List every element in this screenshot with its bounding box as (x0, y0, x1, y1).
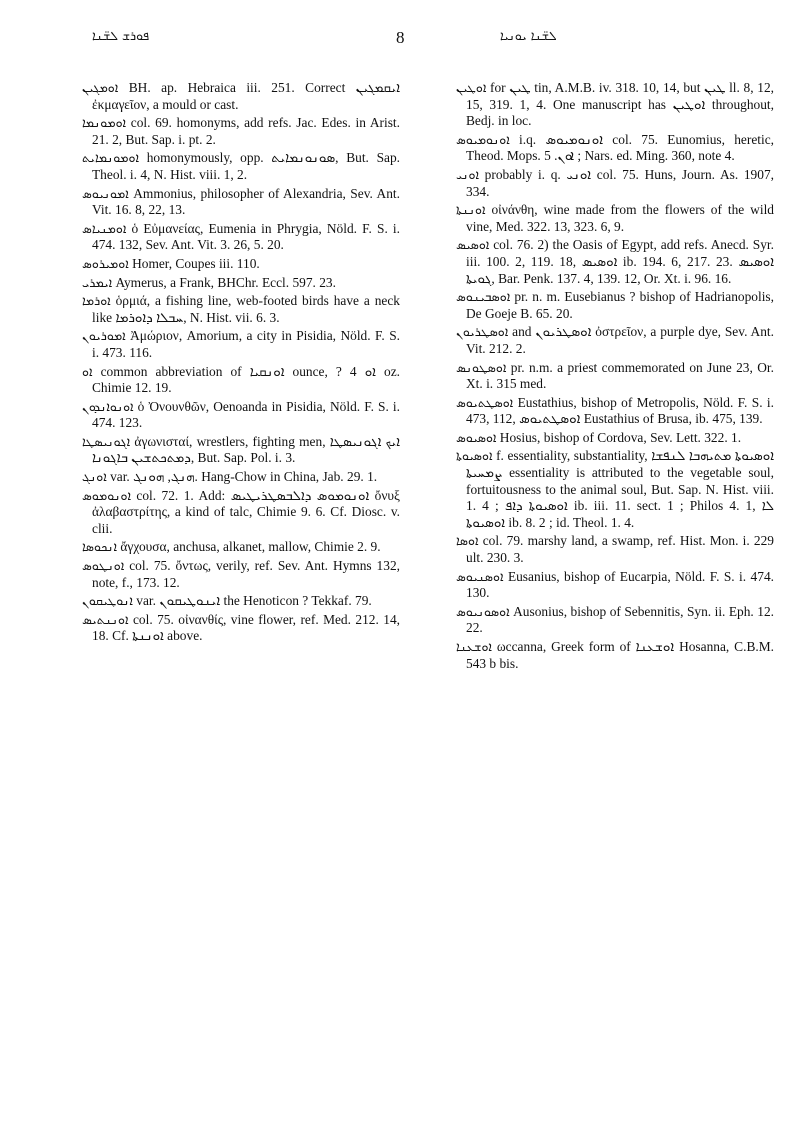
dictionary-entry (82, 80, 400, 113)
entry-definition: col. 75. οἰνανθίς, vine flower, ref. Med. 212. 14, 18. Cf. ܐܘܢܢܬܐ above. (92, 611, 400, 644)
dictionary-entry (82, 328, 400, 361)
dictionary-entry (456, 80, 774, 130)
entry-definition: ἀγωνισταί, wrestlers, fighting men, ܐܝܟ ܐܓܘܢܝܣܛܐ ܕܡܬܟܬܫܝܢ ܒܐܓܘܢܐ, But. Sap. Pol. i. 3. (92, 433, 400, 466)
entry-headword: ܐܘܣܝܘܣ (456, 429, 497, 445)
entry-definition: and ܐܘܣܛܪܝܘܢ ὀστρεῖον, a purple dye, Sev. Ant. Vit. 212. 2. (466, 324, 774, 356)
dictionary-entry (456, 167, 774, 200)
entry-headword: ܐܘܡܢܝܐܣ (82, 220, 127, 236)
right-column (456, 80, 774, 674)
page-number: 8 (396, 28, 405, 47)
dictionary-entry (82, 399, 400, 432)
dictionary-entry (456, 237, 774, 287)
entry-headword: ܐܘܣܘܢܝܘܣ (456, 603, 510, 619)
entry-definition: BH. ap. Hebraica iii. 251. Correct ܐܝܩܡܓܝܢ ἐκμαγεῖον, a mould or cast. (92, 80, 400, 112)
dictionary-entry (82, 115, 400, 148)
entry-definition: probably i. q. ܐܘܢܝ col. 75. Huns, Journ. As. 1907, 334. (466, 166, 774, 199)
entry-headword: ܐܘܡܘܢܡܐܝܬ (82, 150, 140, 166)
dictionary-entry (82, 469, 400, 486)
entry-headword: ܐܢܟܘܣܐ (82, 539, 118, 555)
entry-definition: pr. n. m. Eusebianus ? bishop of Hadrianopolis, De Goeje B. 65. 20. (466, 289, 774, 321)
running-title-right: ܠܫ̈ܢܐ ܝܘܢܝܐ (500, 28, 557, 43)
entry-definition: var. ܐܝܢܘܛܝܩܘܢ the Henoticon ? Tekkaf. 79. (136, 593, 372, 609)
entry-definition: Ausonius, bishop of Sebennitis, Syn. ii. Eph. 12. 22. (466, 603, 774, 636)
dictionary-entry (456, 360, 774, 393)
dictionary-entry (456, 395, 774, 428)
entry-definition: for ܛܝܢ tin, A.M.B. iv. 318. 10, 14, but ܛܝܢ ll. 8, 12, 15, 319. 1, 4. One manuscript has ܐܘܛܝܢ throughout, Bedj. in loc. (466, 80, 774, 129)
entry-headword: ܐܘܢܛܘܣ (82, 558, 125, 574)
entry-definition: ἄγχουσα, anchusa, alkanet, mallow, Chimie 2. 9. (120, 539, 381, 555)
entry-definition: col. 69. homonyms, add refs. Jac. Edes. in Arist. 21. 2, But. Sap. i. pt. 2. (92, 115, 400, 147)
dictionary-entry (82, 150, 400, 183)
entry-definition: col. 76. 2) the Oasis of Egypt, add refs. Anecd. Syr. iii. 100. 2, 119. 18, ܐܘܣܝܣ ib. 194. 6, 217. 23. ܐܘܣܝܣ ܓܘܝܬܐ, Bar. Penk. 137. 4, 139. 12, Or. Xt. i. 96. 16. (466, 237, 774, 286)
entry-definition: ὁρμιά, a fishing line, web-footed birds have a neck like ܚܒܠܐ ܕܐܘܪܡܐ, N. Hist. vii. 6. 3. (92, 293, 400, 325)
entry-definition: i.q. ܐܘܢܘܡܝܘܣ col. 75. Eunomius, heretic, Theod. Mops. ܐܘܢ. 5 ; Nars. ed. Ming. 360, note 4. (466, 131, 774, 164)
entry-headword: ܐܘܪܡܐ (82, 293, 111, 309)
entry-headword: ܐܘܢܘܡܝܘܣ (456, 131, 510, 147)
entry-definition: Eustathius, bishop of Metropolis, Nöld. F. S. i. 473, 112, ܐܘܣܛܬܝܘܣ Eustathius of Brusa, ib. 475, 139. (466, 394, 774, 427)
dictionary-entry (456, 202, 774, 235)
entry-definition: homonymously, opp. ܣܘܢܘܢܡܐܝܬ, But. Sap. Theol. i. 4, N. Hist. viii. 1, 2. (92, 150, 400, 182)
entry-headword: ܐܘܢܢܬܝܣ (82, 611, 129, 627)
dictionary-entry (82, 593, 400, 610)
dictionary-entry (456, 289, 774, 322)
entry-definition: pr. n.m. a priest commemorated on June 23, Or. Xt. i. 315 med. (466, 359, 774, 392)
entry-headword: ܐܘܢܢܬܐ (456, 202, 486, 218)
page-header (0, 22, 800, 62)
entry-headword: ܐܘܣܛܬܝܘܣ (456, 394, 514, 410)
entry-definition: ὁ Ὀνουνθῶν, Oenoanda in Pisidia, Nöld. F. S. i. 474. 123. (92, 398, 400, 431)
entry-headword: ܐܡܘܪܝܘܢ (82, 328, 126, 344)
dictionary-entry (82, 275, 400, 292)
entry-headword: ܐܘܣܝܣ (456, 237, 490, 253)
dictionary-entry (456, 533, 774, 566)
entry-headword: ܐܓܘܢܝܣܛܐ (82, 433, 131, 449)
dictionary-entry (82, 221, 400, 254)
entry-definition: Ἀμώριον, Amorium, a city in Pisidia, Nöld. F. S. i. 473. 116. (92, 328, 400, 360)
dictionary-entry (82, 293, 400, 326)
entry-headword: ܐܘܢܘܡܘܣ (82, 487, 131, 503)
entry-headword: ܐܘܡܓܝܢ (82, 80, 119, 95)
entry-headword: ܐܘܡܘܢܡܐ (82, 115, 127, 131)
entry-definition: Hosius, bishop of Cordova, Sev. Lett. 322. 1. (499, 429, 742, 445)
entry-headword: ܐܘܣܛܘܢܣ (456, 359, 507, 375)
dictionary-entry (456, 430, 774, 447)
entry-definition: Eusanius, bishop of Eucarpia, Nöld. F. S. i. 474. 130. (466, 568, 774, 601)
dictionary-entry (456, 324, 774, 357)
entry-definition: col. 72. 1. Add: ܐܘܢܘܡܘܣ ܕܐܠܒܣܛܪܝܛܝܣ ὄνυξ ἀλαβαστρίτης, a kind of talc, Chimie 9. 6. Cf. Diosc. v. clii. (92, 487, 401, 536)
entry-headword: ܐܘܛܝܢ (456, 80, 487, 95)
entry-headword: ܐܘ (82, 363, 93, 379)
entry-definition: f. essentiality, substantiality, ܐܘܣܝܘܬܐ ܡܬܝܗܒܐ ܠܢܦܫܐ ܨܡܚܝܬܐ essentiality is attributed to the vegetable soul, fortuitousness to the animal soul, But. Sap. N. Hist. viii. 1. 4 ; ܐܘܣܝܘܬܐ ܕܐܦ ib. iii. 11. sect. 1 ; Philos 4. 1, ܠܐ ܐܘܣܝܘܬܐ ib. 8. 2 ; id. Theol. 1. 4. (466, 448, 774, 530)
entry-headword: ܐܡܘܢܝܘܣ (82, 185, 129, 201)
dictionary-entry (456, 639, 774, 672)
dictionary-entry (82, 539, 400, 556)
entry-headword: ܐܘܢܓ (82, 469, 107, 485)
entry-definition: col. 75. ὄντως, verily, ref. Sev. Ant. Hymns 132, note, f., 173. 12. (92, 558, 400, 590)
entry-definition: Aymerus, a Frank, BHChr. Eccl. 597. 23. (115, 274, 336, 290)
left-column (82, 80, 400, 647)
entry-definition: ὁ Εὐμανείας, Eumenia in Phrygia, Nöld. F. S. i. 474. 132, Sev. Ant. Vit. 3. 26, 5. 20. (92, 220, 400, 253)
dictionary-entry (456, 132, 774, 165)
entry-headword: ܐܘܣܢܝܘܣ (456, 568, 504, 584)
entry-headword: ܐܘܣܐ (456, 533, 479, 549)
dictionary-entry (456, 604, 774, 637)
entry-definition: ωccanna, Greek form of ܐܘܫܥܢܐ Hosanna, C.B.M. 543 b bis. (466, 639, 774, 671)
entry-headword: ܐܘܡܝܪܘܣ (82, 255, 129, 271)
entry-headword: ܐܘܢܘܐܢܕܘܢ (82, 398, 134, 414)
dictionary-entry (82, 256, 400, 273)
entry-definition: Ammonius, philosopher of Alexandria, Sev. Ant. Vit. 16. 8, 22, 13. (92, 185, 400, 218)
entry-definition: var. ܗܢܓ, ܗܘܢܓ. Hang-Chow in China, Jab. 29. 1. (110, 469, 378, 485)
dictionary-entry (82, 364, 400, 397)
dictionary-entry (82, 558, 400, 591)
dictionary-entry (82, 434, 400, 467)
dictionary-entry (82, 186, 400, 219)
entry-definition: Homer, Coupes iii. 110. (132, 255, 260, 271)
entry-headword: ܐܘܣܒܝܢܘܣ (456, 289, 511, 305)
entry-headword: ܐܘܣܝܘܬܐ (456, 448, 493, 464)
running-title-left: ܦܘܪܫ ܠܫ̈ܢܐ (92, 28, 150, 43)
entry-headword: ܐܢܘܛܝܩܘܢ (82, 593, 133, 609)
entry-definition: col. 79. marshy land, a swamp, ref. Hist. Mon. i. 229 ult. 230. 3. (466, 533, 774, 566)
entry-definition: οἰνάνθη, wine made from the flowers of the wild vine, Med. 322. 13, 323. 6, 9. (466, 202, 774, 234)
entry-headword: ܐܝܡܪܝ (82, 274, 113, 290)
entry-headword: ܐܘܫܥܢܐ (456, 639, 492, 654)
entry-headword: ܐܘܣܛܪܝܘܢ (456, 324, 509, 340)
dictionary-entry (456, 448, 774, 531)
entry-headword: ܐܘܢܝ (456, 166, 479, 182)
dictionary-entry (82, 612, 400, 645)
dictionary-entry (82, 488, 400, 538)
entry-definition: common abbreviation of ܐܘܢܩܝܐ ounce, ? ܐܘ 4 oz. Chimie 12. 19. (92, 363, 400, 396)
dictionary-entry (456, 569, 774, 602)
